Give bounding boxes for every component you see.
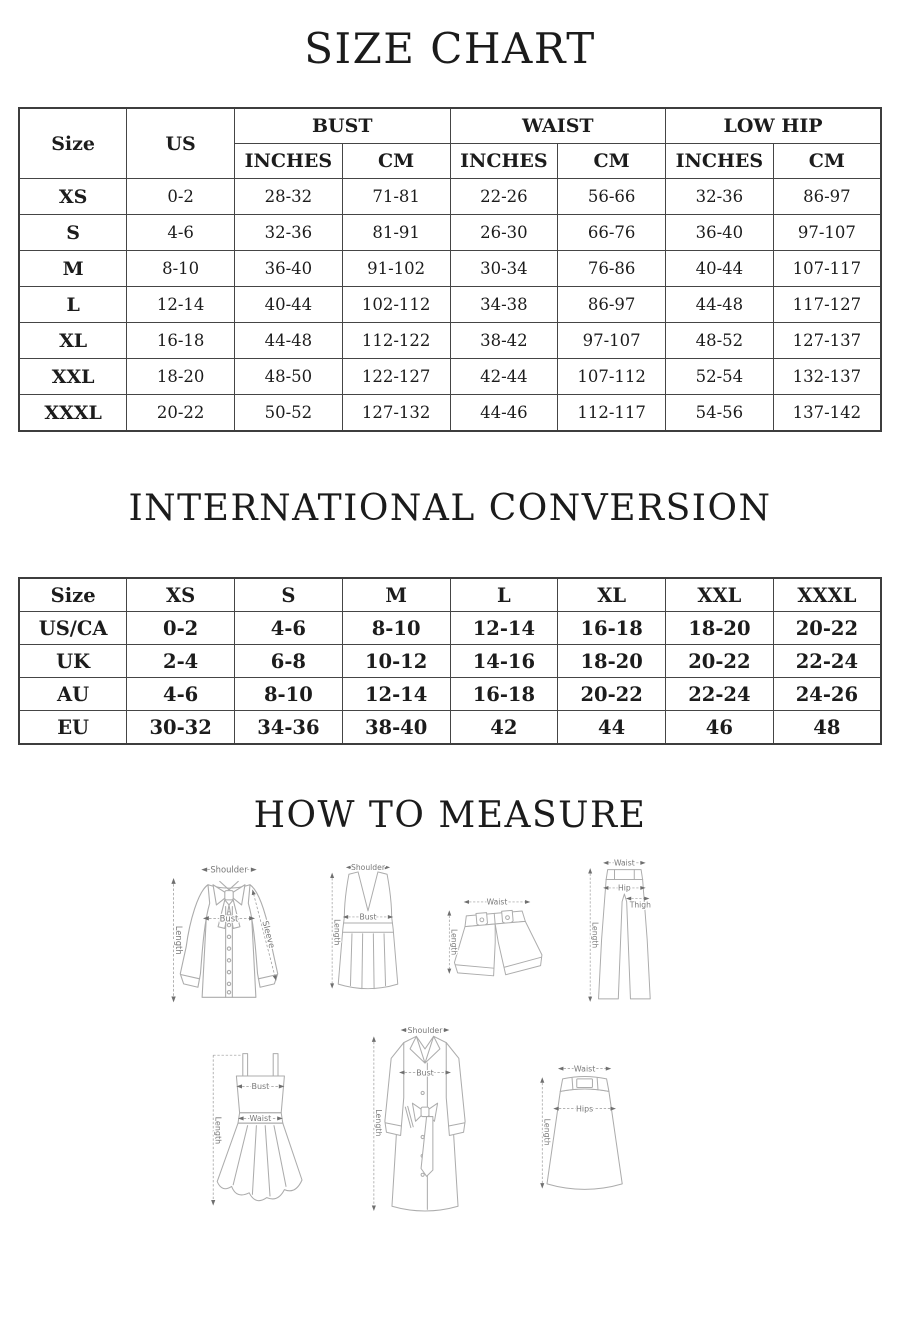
- shorts-waist-label: Waist: [486, 897, 508, 907]
- cell: 36-40: [235, 251, 343, 287]
- row-label: US/CA: [19, 612, 127, 645]
- table-row: [19, 287, 881, 323]
- coat-illustration: [366, 1022, 484, 1219]
- cell: 20-22: [558, 678, 666, 711]
- shorts-illustration: [444, 892, 550, 1002]
- cell: 12-14: [342, 678, 450, 711]
- cell: 97-107: [773, 215, 881, 251]
- cell: 16-18: [127, 323, 235, 359]
- cell: 24-26: [773, 678, 881, 711]
- skirt-illustration: [536, 1060, 634, 1209]
- cell: 12-14: [450, 612, 558, 645]
- cell: 22-24: [773, 645, 881, 678]
- subheader-cm: CM: [558, 144, 666, 179]
- row-label: XXXL: [19, 395, 127, 432]
- cell: 18-20: [666, 612, 774, 645]
- cell: 48: [773, 711, 881, 745]
- table-row: [19, 645, 881, 678]
- cell: 86-97: [773, 179, 881, 215]
- size-chart-table: [18, 107, 882, 432]
- row-label: M: [19, 251, 127, 287]
- coat-shoulder-label: Shoulder: [407, 1025, 443, 1035]
- international-conversion-title: INTERNATIONAL CONVERSION: [128, 488, 772, 529]
- cell: 22-24: [666, 678, 774, 711]
- header-cell-size: Size: [19, 108, 127, 179]
- cell: 22-26: [450, 179, 558, 215]
- cell: 54-56: [666, 395, 774, 432]
- size-chart-title: SIZE CHART: [304, 24, 596, 73]
- row-label: AU: [19, 678, 127, 711]
- cell: 48-52: [666, 323, 774, 359]
- how-to-measure-title: HOW TO MEASURE: [253, 795, 647, 836]
- cell: 122-127: [342, 359, 450, 395]
- cell: 137-142: [773, 395, 881, 432]
- table-row: [19, 395, 881, 432]
- row-label: L: [19, 287, 127, 323]
- blouse-sleeve-label: Sleeve: [260, 919, 278, 950]
- table-row: [19, 179, 881, 215]
- table-row: [19, 215, 881, 251]
- cell: 71-81: [342, 179, 450, 215]
- row-label: XXL: [19, 359, 127, 395]
- cell: 20-22: [773, 612, 881, 645]
- header-cell: XXL: [666, 578, 774, 612]
- cell: 34-36: [235, 711, 343, 745]
- cell: 112-122: [342, 323, 450, 359]
- subheader-inches: INCHES: [235, 144, 343, 179]
- table-row: [19, 612, 881, 645]
- cell: 91-102: [342, 251, 450, 287]
- blouse-bust-label: Bust: [219, 913, 239, 924]
- dress-length-label: Length: [213, 1116, 223, 1145]
- header-cell: XL: [558, 578, 666, 612]
- cell: 4-6: [127, 678, 235, 711]
- subheader-inches: INCHES: [450, 144, 558, 179]
- cell: 16-18: [450, 678, 558, 711]
- tank-shoulder-label: Shoulder: [351, 863, 385, 873]
- row-label: EU: [19, 711, 127, 745]
- table-row: [19, 711, 881, 745]
- cell: 44: [558, 711, 666, 745]
- skirt-hips-label: Hips: [576, 1104, 594, 1114]
- cell: 8-10: [342, 612, 450, 645]
- pants-waist-label: Waist: [614, 858, 635, 868]
- row-label: S: [19, 215, 127, 251]
- size-guide-page: [0, 24, 900, 1324]
- cell: 0-2: [127, 612, 235, 645]
- table-row: [19, 251, 881, 287]
- cell: 30-32: [127, 711, 235, 745]
- cell: 32-36: [235, 215, 343, 251]
- cell: 44-46: [450, 395, 558, 432]
- row-label: XL: [19, 323, 127, 359]
- cell: 107-117: [773, 251, 881, 287]
- tank-bust-label: Bust: [359, 912, 377, 922]
- cell: 30-34: [450, 251, 558, 287]
- cell: 48-50: [235, 359, 343, 395]
- cell: 38-42: [450, 323, 558, 359]
- pants-illustration: [584, 856, 664, 1008]
- cell: 20-22: [127, 395, 235, 432]
- cell: 107-112: [558, 359, 666, 395]
- row-label: UK: [19, 645, 127, 678]
- cell: 16-18: [558, 612, 666, 645]
- cell: 66-76: [558, 215, 666, 251]
- table-row: [19, 323, 881, 359]
- cell: 4-6: [127, 215, 235, 251]
- cell: 117-127: [773, 287, 881, 323]
- cell: 28-32: [235, 179, 343, 215]
- cell: 18-20: [127, 359, 235, 395]
- subheader-cm: CM: [342, 144, 450, 179]
- cell: 26-30: [450, 215, 558, 251]
- header-cell: L: [450, 578, 558, 612]
- coat-bust-label: Bust: [416, 1068, 434, 1078]
- cell: 10-12: [342, 645, 450, 678]
- blouse-illustration: [166, 856, 292, 1016]
- cell: 97-107: [558, 323, 666, 359]
- cell: 112-117: [558, 395, 666, 432]
- cell: 32-36: [666, 179, 774, 215]
- cell: 12-14: [127, 287, 235, 323]
- international-conversion-table: [18, 577, 882, 745]
- cell: 42-44: [450, 359, 558, 395]
- cell: 38-40: [342, 711, 450, 745]
- cell: 40-44: [666, 251, 774, 287]
- cell: 6-8: [235, 645, 343, 678]
- shorts-length-label: Length: [449, 929, 459, 956]
- skirt-waist-label: Waist: [573, 1064, 596, 1074]
- cell: 102-112: [342, 287, 450, 323]
- blouse-shoulder-label: Shoulder: [210, 864, 248, 875]
- header-cell-waist: WAIST: [450, 108, 666, 144]
- measurement-diagrams: [0, 856, 900, 1219]
- cell: 50-52: [235, 395, 343, 432]
- cell: 44-48: [235, 323, 343, 359]
- subheader-cm: CM: [773, 144, 881, 179]
- subheader-inches: INCHES: [666, 144, 774, 179]
- cell: 76-86: [558, 251, 666, 287]
- cell: 132-137: [773, 359, 881, 395]
- cell: 2-4: [127, 645, 235, 678]
- cell: 20-22: [666, 645, 774, 678]
- conversion-header-row: [19, 578, 881, 612]
- cell: 40-44: [235, 287, 343, 323]
- cell: 56-66: [558, 179, 666, 215]
- dress-bust-label: Bust: [251, 1082, 270, 1092]
- cell: 52-54: [666, 359, 774, 395]
- cell: 81-91: [342, 215, 450, 251]
- skirt-length-label: Length: [542, 1118, 552, 1146]
- header-cell: XXXL: [773, 578, 881, 612]
- pants-hip-label: Hip: [618, 883, 631, 893]
- tank-length-label: Length: [332, 919, 342, 946]
- pants-length-label: Length: [590, 921, 600, 949]
- cell: 127-132: [342, 395, 450, 432]
- header-cell-low-hip: LOW HIP: [666, 108, 882, 144]
- table-row: [19, 359, 881, 395]
- size-chart-header-row: [19, 108, 881, 144]
- dress-waist-label: Waist: [249, 1114, 272, 1124]
- row-label: XS: [19, 179, 127, 215]
- cell: 127-137: [773, 323, 881, 359]
- cell: 86-97: [558, 287, 666, 323]
- header-cell-us: US: [127, 108, 235, 179]
- header-cell: S: [235, 578, 343, 612]
- cell: 18-20: [558, 645, 666, 678]
- pants-thigh-label: Thigh: [629, 900, 651, 910]
- cell: 42: [450, 711, 558, 745]
- cell: 8-10: [127, 251, 235, 287]
- header-cell: Size: [19, 578, 127, 612]
- header-cell: XS: [127, 578, 235, 612]
- cell: 8-10: [235, 678, 343, 711]
- cell: 34-38: [450, 287, 558, 323]
- header-cell-bust: BUST: [235, 108, 451, 144]
- cell: 4-6: [235, 612, 343, 645]
- header-cell: M: [342, 578, 450, 612]
- blouse-length-label: Length: [174, 925, 185, 955]
- cell: 0-2: [127, 179, 235, 215]
- diagram-row-2: [0, 1022, 900, 1219]
- table-row: [19, 678, 881, 711]
- cell: 36-40: [666, 215, 774, 251]
- cell: 14-16: [450, 645, 558, 678]
- dress-illustration: [206, 1044, 314, 1212]
- tank-top-illustration: [326, 862, 410, 1007]
- diagram-row-1: [0, 856, 900, 1016]
- coat-length-label: Length: [374, 1109, 384, 1137]
- cell: 46: [666, 711, 774, 745]
- cell: 44-48: [666, 287, 774, 323]
